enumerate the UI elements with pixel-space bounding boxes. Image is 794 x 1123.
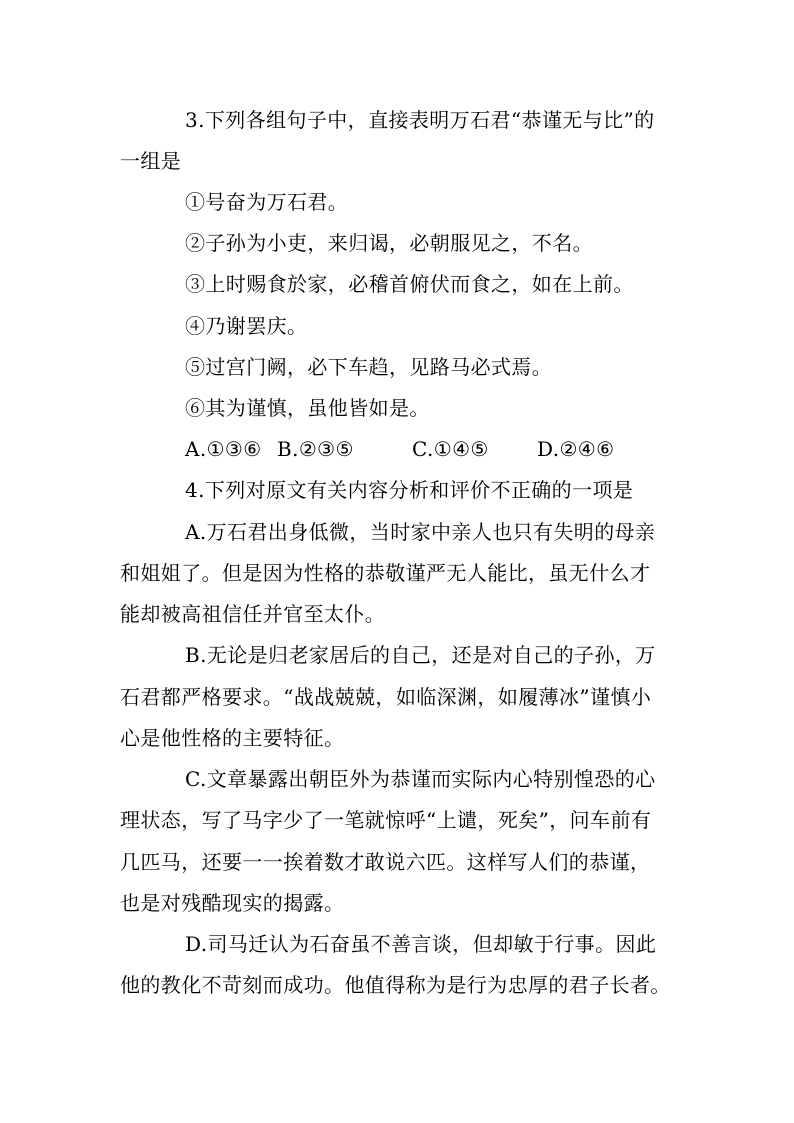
q4-a-line2: 和姐姐了。但是因为性格的恭敬谨严无人能比，虽无什么才 bbox=[120, 561, 651, 585]
q4-c-line3: 几匹马，还要一一挨着数才敢说六匹。这样写人们的恭谨， bbox=[120, 850, 651, 874]
q4-c-line2: 理状态，写了马字少了一笔就惊呼“上谴，死矣”，问车前有 bbox=[120, 808, 652, 832]
q3-option-c: C.①④⑤ bbox=[412, 437, 489, 461]
q4-stem: 4.下列对原文有关内容分析和评价不正确的一项是 bbox=[185, 478, 634, 502]
q3-stem-line2: 一组是 bbox=[120, 149, 182, 173]
q4-a-line3: 能却被高祖信任并官至太仆。 bbox=[120, 602, 386, 626]
q3-item-3: ③上时赐食於家，必稽首俯伏而食之，如在上前。 bbox=[185, 272, 634, 296]
q4-d-line1: D.司马迁认为石奋虽不善言谈，但却敏于行事。因此 bbox=[185, 932, 657, 956]
q3-option-d: D.②④⑥ bbox=[537, 437, 615, 461]
q3-option-b: B.②③⑤ bbox=[277, 437, 354, 461]
q4-a-line1: A.万石君出身低微，当时家中亲人也只有失明的母亲 bbox=[185, 520, 656, 544]
q3-option-a: A.①③⑥ bbox=[185, 437, 262, 461]
q3-options-row bbox=[0, 435, 794, 463]
q3-item-6: ⑥其为谨慎，虽他皆如是。 bbox=[185, 396, 430, 420]
q4-b-line3: 心是他性格的主要特征。 bbox=[120, 726, 345, 750]
q4-b-line2: 石君都严格要求。“战战兢兢，如临深渊，如履薄冰”谨慎小 bbox=[120, 685, 652, 709]
q3-item-5: ⑤过宫门阙，必下车趋，见路马必式焉。 bbox=[185, 355, 553, 379]
q3-item-1: ①号奋为万石君。 bbox=[185, 190, 349, 214]
q4-c-line1: C.文章暴露出朝臣外为恭谨而实际内心特别惶恐的心 bbox=[185, 767, 656, 791]
q3-stem-line1: 3.下列各组句子中，直接表明万石君“恭谨无与比”的 bbox=[185, 108, 655, 132]
q3-item-2: ②子孙为小吏，来归谒，必朝服见之，不名。 bbox=[185, 231, 593, 255]
q4-d-line2: 他的教化不苛刻而成功。他值得称为是行为忠厚的君子长者。 bbox=[120, 973, 671, 997]
q3-item-4: ④乃谢罢庆。 bbox=[185, 314, 308, 338]
q4-c-line4: 也是对残酷现实的揭露。 bbox=[120, 891, 345, 915]
q4-b-line1: B.无论是归老家居后的自己，还是对自己的子孙，万 bbox=[185, 643, 656, 667]
